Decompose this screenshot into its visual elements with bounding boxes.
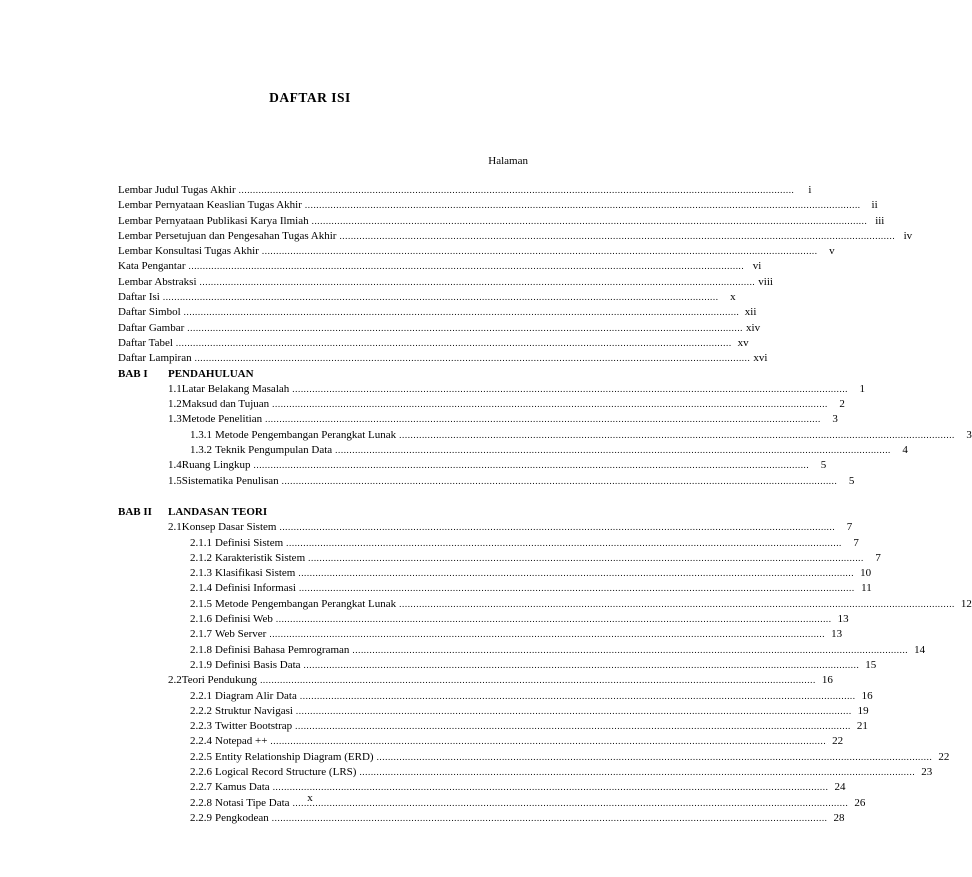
toc-entry-page: xvi bbox=[753, 352, 768, 365]
toc-entry-label: Diagram Alir Data bbox=[215, 689, 297, 702]
dot-leader bbox=[352, 643, 908, 658]
toc-entry bbox=[118, 244, 835, 259]
dot-leader bbox=[282, 474, 838, 489]
page-number: x bbox=[307, 792, 313, 804]
dot-leader bbox=[187, 321, 743, 336]
dot-leader bbox=[265, 412, 821, 427]
toc-entry-number: 2.2.2 bbox=[190, 704, 212, 717]
toc-entry bbox=[118, 321, 761, 336]
toc-entry-label: Kata Pengantar bbox=[118, 260, 186, 273]
dot-leader bbox=[189, 259, 745, 274]
toc-entry-page: 22 bbox=[832, 735, 844, 748]
toc-entry-page: ii bbox=[871, 199, 878, 212]
toc-entry-label: Lembar Konsultasi Tugas Akhir bbox=[118, 245, 259, 258]
toc-entry bbox=[118, 214, 885, 229]
toc-entry bbox=[118, 673, 833, 688]
toc-entry-label: Teknik Pengumpulan Data bbox=[215, 444, 333, 457]
toc-entry-number: 1.4 bbox=[168, 459, 182, 472]
toc-entry-label: Metode Penelitian bbox=[181, 413, 263, 426]
dot-leader bbox=[298, 566, 854, 581]
toc-entry-label: Daftar Simbol bbox=[118, 306, 181, 319]
toc-entry bbox=[118, 428, 972, 443]
toc-entry-number: 2.1.7 bbox=[190, 628, 212, 641]
dot-leader bbox=[312, 214, 868, 229]
toc-entry-number: BAB I bbox=[118, 367, 148, 380]
toc-entry-number: 2.2.4 bbox=[190, 735, 212, 748]
toc-entry bbox=[118, 612, 849, 627]
toc-entry-label: Twitter Bootstrap bbox=[215, 720, 293, 733]
dot-leader bbox=[260, 673, 816, 688]
toc-entry-page: 26 bbox=[854, 796, 866, 809]
dot-leader bbox=[254, 458, 810, 473]
toc-entry bbox=[118, 704, 869, 719]
toc-entry bbox=[118, 412, 838, 427]
toc-entry bbox=[118, 259, 762, 274]
toc-entry bbox=[118, 627, 843, 642]
dot-leader bbox=[163, 290, 719, 305]
toc-entry-number: 2.2.8 bbox=[190, 796, 212, 809]
toc-entry-label: PENDAHULUAN bbox=[168, 367, 254, 380]
toc-entry bbox=[118, 734, 844, 749]
toc-entry-number: 1.3.2 bbox=[190, 444, 212, 457]
toc-entry bbox=[118, 382, 866, 397]
toc-entry-number: 2.1.6 bbox=[190, 613, 212, 626]
toc-entry bbox=[118, 305, 757, 320]
dot-leader bbox=[195, 351, 751, 366]
toc-entry-page: iii bbox=[875, 214, 885, 227]
dot-leader bbox=[176, 336, 732, 351]
dot-leader bbox=[359, 765, 915, 780]
toc-entry-label: Definisi Basis Data bbox=[215, 658, 301, 671]
toc-entry bbox=[118, 765, 933, 780]
toc-entry-page: 1 bbox=[859, 382, 866, 395]
toc-entry bbox=[118, 229, 913, 244]
toc-entry bbox=[118, 520, 853, 535]
toc-entry-number: 2.1 bbox=[168, 521, 182, 534]
toc-entry-number: 2.2.9 bbox=[190, 811, 212, 824]
toc-entry-number: 1.2 bbox=[168, 398, 182, 411]
toc-entry-number: 1.3 bbox=[168, 413, 182, 426]
toc-entry bbox=[118, 367, 524, 382]
dot-leader bbox=[399, 597, 955, 612]
toc-entry-label: Konsep Dasar Sistem bbox=[181, 521, 277, 534]
toc-entry bbox=[118, 643, 926, 658]
toc-entry-label: Daftar Tabel bbox=[118, 336, 173, 349]
dot-leader bbox=[272, 811, 828, 826]
toc-entry-label: Lembar Judul Tugas Akhir bbox=[118, 184, 236, 196]
toc-entry-label: Notasi Tipe Data bbox=[215, 796, 290, 809]
toc-entry-label: Kamus Data bbox=[215, 781, 270, 794]
dot-leader bbox=[296, 704, 852, 719]
toc-entry-label: Pengkodean bbox=[215, 811, 269, 824]
toc-entry bbox=[118, 183, 812, 198]
toc-entry-page: xv bbox=[737, 336, 749, 349]
toc-entry-label: Definisi Informasi bbox=[215, 582, 296, 595]
toc-entry-page: 13 bbox=[837, 613, 849, 626]
toc-entry bbox=[118, 689, 873, 704]
toc-entry-page: 10 bbox=[860, 567, 872, 580]
dot-leader bbox=[239, 183, 795, 198]
toc-entry-page: 15 bbox=[865, 658, 877, 671]
toc-entry-label: Daftar Gambar bbox=[118, 321, 185, 334]
toc-entry bbox=[118, 658, 877, 673]
toc-entry-page: 22 bbox=[938, 750, 950, 763]
toc-entry bbox=[118, 275, 773, 290]
toc-entry-page: 16 bbox=[821, 674, 833, 687]
toc-entry bbox=[118, 566, 872, 581]
toc-entry-number: 2.1.1 bbox=[190, 536, 212, 549]
toc-entry-label: LANDASAN TEORI bbox=[168, 505, 268, 518]
toc-entry-page: 3 bbox=[966, 428, 972, 441]
toc-entry-label: Web Server bbox=[215, 628, 267, 641]
toc-entry-number: 2.2 bbox=[168, 674, 182, 687]
toc-entry-number: 1.5 bbox=[168, 474, 182, 487]
toc-entry bbox=[118, 597, 972, 612]
toc-entry-number: 2.1.3 bbox=[190, 567, 212, 580]
toc-entry bbox=[118, 290, 736, 305]
toc-entry-page: x bbox=[730, 291, 736, 304]
toc-entry-page: 14 bbox=[914, 643, 926, 656]
toc-entry bbox=[118, 443, 908, 458]
dot-leader bbox=[377, 750, 933, 765]
table-of-contents bbox=[118, 183, 972, 826]
toc-entry-page: iv bbox=[903, 229, 913, 242]
toc-entry-page: 3 bbox=[832, 413, 838, 426]
toc-entry-label: Sistematika Penulisan bbox=[181, 474, 279, 487]
toc-entry-page: xii bbox=[744, 306, 757, 319]
toc-entry bbox=[118, 474, 855, 489]
dot-leader bbox=[304, 658, 860, 673]
toc-entry-number: 2.2.7 bbox=[190, 781, 212, 794]
dot-leader bbox=[399, 428, 955, 443]
dot-leader bbox=[299, 581, 855, 596]
toc-entry-label: Lembar Pernyataan Keaslian Tugas Akhir bbox=[118, 199, 302, 212]
dot-leader bbox=[300, 689, 856, 704]
toc-entry-page: 7 bbox=[875, 551, 881, 564]
toc-entry-label: Struktur Navigasi bbox=[215, 704, 293, 717]
toc-entry-label: Maksud dan Tujuan bbox=[181, 398, 270, 411]
toc-entry-label: Lembar Persetujuan dan Pengesahan Tugas Akhir bbox=[118, 229, 337, 242]
dot-leader bbox=[305, 198, 861, 213]
toc-entry-label: Latar Belakang Masalah bbox=[181, 382, 290, 395]
dot-leader bbox=[339, 229, 895, 244]
toc-entry-page: 5 bbox=[848, 474, 855, 487]
toc-entry bbox=[118, 351, 768, 366]
toc-entry-label: Entity Relationship Diagram (ERD) bbox=[215, 750, 374, 763]
toc-entry-page: 2 bbox=[839, 398, 845, 411]
toc-entry-number: 2.2.5 bbox=[190, 750, 212, 763]
toc-entry-page: v bbox=[829, 245, 835, 258]
toc-entry-number: 2.2.3 bbox=[190, 720, 212, 733]
toc-entry-number: 1.3.1 bbox=[190, 428, 212, 441]
dot-leader bbox=[292, 382, 848, 397]
dot-leader bbox=[295, 719, 851, 734]
toc-entry-number: 2.2.1 bbox=[190, 689, 212, 702]
toc-entry bbox=[118, 811, 845, 826]
toc-entry-label: Lembar Abstraksi bbox=[118, 275, 197, 288]
toc-entry-number: 2.1.5 bbox=[190, 597, 212, 610]
toc-entry-page: 5 bbox=[820, 459, 827, 472]
toc-entry bbox=[118, 719, 868, 734]
toc-entry-page: 7 bbox=[846, 521, 853, 534]
toc-entry-page: viii bbox=[758, 275, 773, 288]
toc-entry bbox=[118, 551, 881, 566]
dot-leader bbox=[308, 551, 864, 566]
toc-entry-number: 2.1.8 bbox=[190, 643, 212, 656]
toc-entry-label: Klasifikasi Sistem bbox=[215, 567, 296, 580]
toc-entry-page: i bbox=[808, 184, 812, 196]
toc-entry-page: xiv bbox=[746, 321, 761, 334]
dot-leader bbox=[279, 520, 835, 535]
toc-entry-label: Logical Record Structure (LRS) bbox=[215, 765, 357, 778]
toc-entry-label: Karakteristik Sistem bbox=[215, 551, 306, 564]
dot-leader bbox=[286, 536, 842, 551]
dot-leader bbox=[276, 612, 832, 627]
toc-entry-number: 2.1.2 bbox=[190, 551, 212, 564]
page-title: DAFTAR ISI bbox=[269, 90, 351, 105]
toc-entry bbox=[118, 336, 749, 351]
dot-leader bbox=[270, 734, 826, 749]
toc-entry-label: Daftar Lampiran bbox=[118, 352, 192, 365]
toc-entry bbox=[118, 458, 827, 473]
toc-entry-number: BAB II bbox=[118, 505, 152, 518]
toc-entry-label: Lembar Pernyataan Publikasi Karya Ilmiah bbox=[118, 214, 309, 227]
toc-entry-page: vi bbox=[752, 260, 762, 273]
dot-leader bbox=[335, 443, 891, 458]
toc-entry-label: Notepad ++ bbox=[215, 735, 268, 748]
dot-leader bbox=[184, 305, 740, 320]
dot-leader bbox=[272, 397, 828, 412]
dot-leader bbox=[200, 275, 756, 290]
toc-entry-page: 24 bbox=[834, 781, 846, 794]
toc-entry-label: Ruang Lingkup bbox=[181, 459, 251, 472]
toc-entry-page: 12 bbox=[960, 597, 972, 610]
toc-entry-label: Definisi Bahasa Pemrograman bbox=[215, 643, 350, 656]
toc-entry-number: 2.1.9 bbox=[190, 658, 212, 671]
toc-entry-page: 28 bbox=[833, 811, 845, 824]
dot-leader bbox=[262, 244, 818, 259]
toc-entry-page: 11 bbox=[861, 582, 872, 595]
toc-entry-label: Metode Pengembangan Perangkat Lunak bbox=[215, 428, 397, 441]
page-column-header: Halaman bbox=[488, 155, 528, 167]
toc-entry-label: Teori Pendukung bbox=[181, 674, 258, 687]
toc-entry-page: 21 bbox=[856, 720, 868, 733]
toc-entry-label: Definisi Sistem bbox=[215, 536, 284, 549]
toc-entry bbox=[118, 505, 524, 520]
toc-entry-label: Metode Pengembangan Perangkat Lunak bbox=[215, 597, 397, 610]
toc-entry-label: Daftar Isi bbox=[118, 291, 160, 304]
toc-entry-label: Definisi Web bbox=[215, 613, 273, 626]
toc-entry-page: 13 bbox=[831, 628, 843, 641]
toc-entry-number: 2.1.4 bbox=[190, 582, 212, 595]
dot-leader bbox=[269, 627, 825, 642]
toc-entry bbox=[118, 397, 845, 412]
toc-entry bbox=[118, 198, 878, 213]
toc-entry bbox=[118, 581, 872, 596]
toc-entry-page: 16 bbox=[861, 689, 873, 702]
toc-entry-page: 19 bbox=[857, 704, 869, 717]
toc-entry-number: 1.1 bbox=[168, 382, 182, 395]
toc-entry bbox=[118, 750, 950, 765]
toc-entry bbox=[118, 536, 859, 551]
toc-entry-page: 4 bbox=[902, 444, 908, 457]
toc-entry-number: 2.2.6 bbox=[190, 765, 212, 778]
toc-entry-page: 23 bbox=[921, 765, 933, 778]
toc-entry-page: 7 bbox=[853, 536, 859, 549]
